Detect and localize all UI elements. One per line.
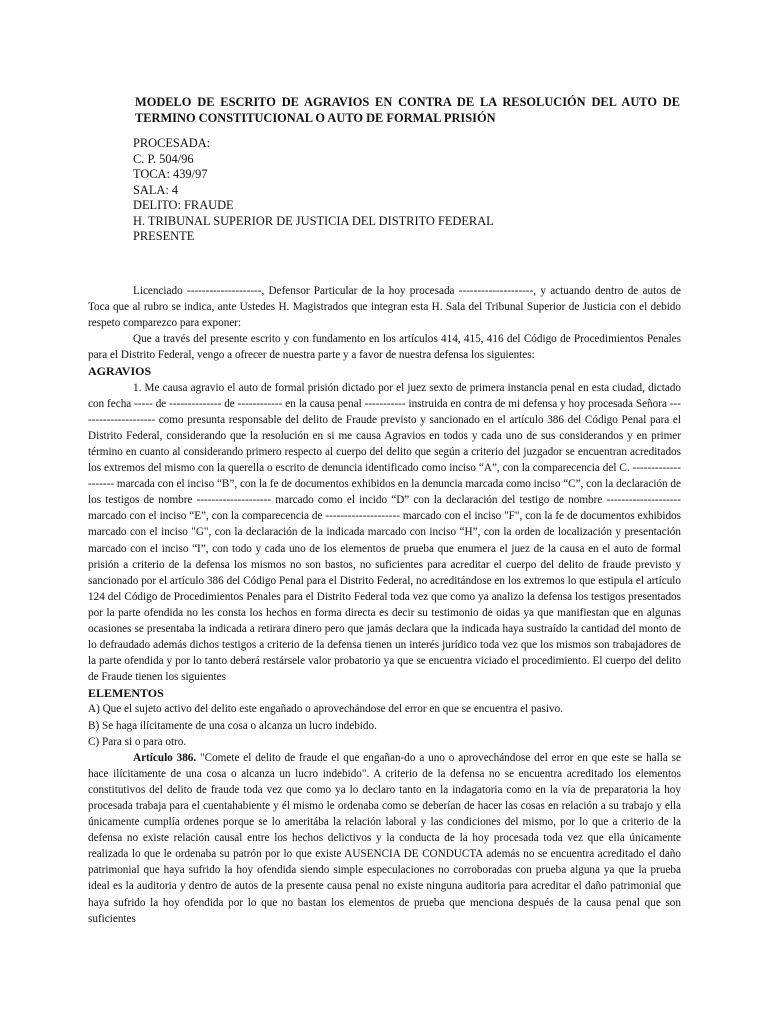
header-presente: PRESENTE [133, 229, 195, 243]
header-procesada: PROCESADA: [133, 136, 211, 150]
elementos-heading: ELEMENTOS [88, 686, 164, 701]
case-header [133, 136, 494, 245]
header-delito: DELITO: FRAUDE [133, 198, 234, 212]
articulo-386-label: Artículo 386. [133, 751, 197, 764]
agravios-heading: AGRAVIOS [88, 364, 152, 379]
elemento-b: B) Se haga ilícitamente de una cosa o alcanza un lucro indebido. [88, 719, 377, 732]
header-tribunal: H. TRIBUNAL SUPERIOR DE JUSTICIA DEL DISTRITO FEDERAL [133, 213, 494, 228]
header-sala: SALA: 4 [133, 182, 179, 197]
articulo-386-paragraph [88, 750, 681, 927]
intro-paragraph-2: Que a través del presente escrito y con fundamento en los artículos 414, 415, 416 del Código de Procedimientos Penales para el Distrito Federal, vengo a ofrecer de nuestra parte y a favor de nuestra defensa los siguientes: [88, 333, 681, 362]
elemento-a: A) Que el sujeto activo del delito este engañado o aprovechándose del error en que se encuentra el pasivo. [88, 703, 563, 716]
elemento-c: C) Para si o para otro. [88, 735, 187, 748]
intro-paragraph: Licenciado --------------------, Defensor Particular de la hoy procesada --------------------, y actuando dentro de autos de Toca que al rubro se indica, ante Ustedes H. Magistrados que integran esta H. Sala del Tribunal Superior de Justicia con el debido respeto comparezco para exponer: [88, 285, 681, 330]
header-toca: TOCA: 439/97 [133, 167, 208, 181]
agravio-1-paragraph: 1. Me causa agravio el auto de formal prisión dictado por el juez sexto de primera instancia penal en esta ciudad, dictado con fecha ----- de -------------- de ------------ en la causa penal ----------- instruida en contra de mi defensa y hoy procesada Señora --------------------- como presunta responsable del delito de Fraude previsto y sancionado en el artículo 386 del Código Penal para el Distrito Federal, considerando que la resolución en si me causa Agravios en todos y cada uno de sus considerandos y en primer término en cuanto al considerando primero respecto al cuerpo del delito que según a criterio del juzgador se encuentran acreditados los extremos del mismo con la querella o escrito de denuncia identificado como inciso “A”, con la comparecencia del C. -------------------- marcada con el inciso “B”, con la fe de documentos exhibidos en la denuncia marcada como inciso “C”, con la declaración de los testigos de nombre -------------------- marcado como el incido “D” con la declaración del testigo de nombre -------------------- marcado con el inciso “E”, con la comparecencia de -------------------- marcado con el inciso "F", con la fe de documentos exhibidos marcado con el inciso "G", con la declaración de la indicada marcado con inciso “H”, con la orden de localización y presentación marcado con el inciso “I”, con todo y cada uno de los elementos de prueba que enumera el juez de la causa en el auto de formal prisión a criterio de la defensa los mismos no son bastos, no suficientes para acreditar el cuerpo del delito de fraude previsto y sancionado por el artículo 386 del Código Penal para el Distrito Federal, no acreditándose en los extremos lo que estipula el artículo 124 del Código de Procedimientos Penales para el Distrito Federal toda vez que como ya analizo la defensa los testigos presentados por la parte ofendida no les consta los hechos en forma directa es decir su testimonio de oidas ya que manifiestan que en algunas ocasiones se presentaba la indicada a retirara dinero pero que jamás declara que la indicada haya sustraído la cantidad del monto de lo defraudado además dichos testigos a criterio de la defensa tienen un interés jurídico toda vez que los mismos son trabajadores de la parte ofendida y por lo tanto deberá restársele valor probatorio ya que se encuentra viciado el procedimiento. El cuerpo del delito de Fraude tienen los siguientes [88, 381, 681, 684]
document-title: MODELO DE ESCRITO DE AGRAVIOS EN CONTRA DE LA RESOLUCIÓN DEL AUTO DE TERMINO CONSTITUCIONAL O AUTO DE FORMAL PRISIÓN [135, 95, 680, 125]
header-causa-penal: C. P. 504/96 [133, 151, 194, 166]
articulo-386-text: "Comete el delito de fraude el que engañan-do a uno o aprovechándose del error en que este se halla se hace ilícitamente de una cosa o alcanza un lucro indebido". A criterio de la defensa no se encuentra acreditado los elementos constitutivos del delito de fraude toda vez que como ya lo declaro tanto en la indagatoria como en la vía de preparatoria la hoy procesada trabaja para el cuentahabiente y él mismo le ordenaba como se deberían de hacer las cosas en relación a su trabajo y ella únicamente cumplía ordenes porque se lo ameritába la relación laboral y las condiciones del mismo, por lo que a criterio de la defensa no existe relación causal entre los hechos delictivos y la conducta de la hoy procesada toda vez que ella únicamente realizada lo que le ordenaba su patrón por lo que existe AUSENCIA DE CONDUCTA además no se encuentra acreditado el daño patrimonial que haya sufrido la hoy ofendida siendo simple especulaciones no corroboradas con prueba alguna ya que la prueba ideal es la auditoria y dentro de autos de la presente causa penal no existe ninguna auditoria para acreditar el daño patrimonial que haya sufrido la hoy ofendida por lo que no bastan los elementos de prueba que menciona después de la causa penal que son suficientes [88, 751, 681, 925]
document-body [88, 283, 681, 927]
